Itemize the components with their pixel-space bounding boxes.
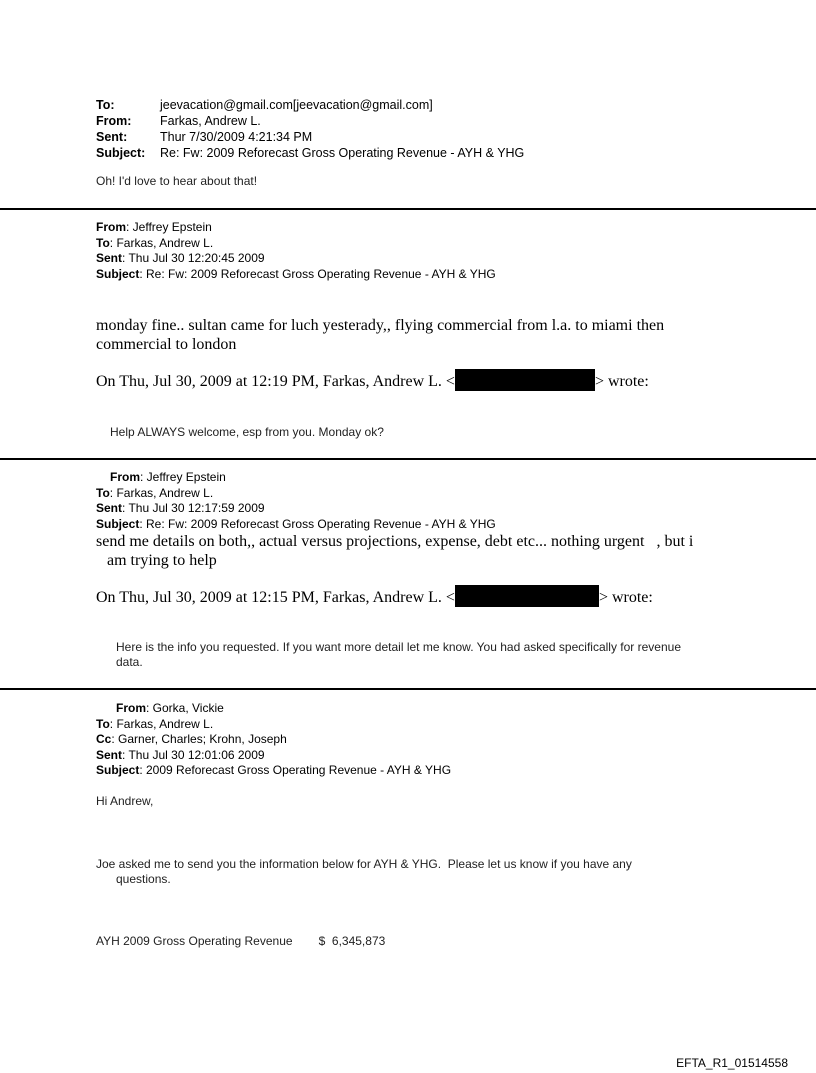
msg2-body-line2: commercial to london [96, 336, 237, 353]
message-3-quote-header [96, 588, 653, 607]
to-label: To: [96, 98, 115, 112]
msg4-body-line1: Joe asked me to send you the information below for AYH & YHG. Please let us know if you have any [96, 857, 632, 871]
message-2-quoted-text: Help ALWAYS welcome, esp from you. Monday ok? [110, 425, 384, 439]
revenue-value: $ 6,345,873 [318, 934, 386, 948]
message-3-quoted-text [116, 640, 681, 670]
sent-label: Sent: [96, 130, 128, 144]
reply-body: Oh! I'd love to hear about that! [96, 174, 258, 188]
subject-value: Re: Fw: 2009 Reforecast Gross Operating Revenue - AYH & YHG [160, 146, 525, 160]
msg2-to: To: Farkas, Andrew L. [96, 235, 214, 250]
message-4-header [96, 701, 451, 779]
message-4-greeting: Hi Andrew, [96, 794, 154, 808]
sent-value: Thur 7/30/2009 4:21:34 PM [160, 130, 313, 144]
msg3-body-line2: am trying to help [107, 552, 217, 569]
header-to-row [96, 97, 524, 113]
from-label: From: [96, 114, 132, 128]
msg2-quote-post: > wrote: [594, 373, 649, 390]
msg4-from: From: Gorka, Vickie [116, 701, 224, 715]
msg3-sent: Sent: Thu Jul 30 12:17:59 2009 [96, 501, 265, 515]
message-2-header [96, 220, 496, 282]
subject-label: Subject: [96, 146, 146, 160]
msg3-to: To: Farkas, Andrew L. [96, 485, 214, 500]
message-3-header [96, 470, 496, 532]
document-id: EFTA_R1_01514558 [676, 1056, 788, 1070]
message-3-body [96, 532, 693, 570]
msg2-quote-pre: On Thu, Jul 30, 2009 at 12:19 PM, Farkas, Andrew L. < [96, 373, 455, 390]
msg4-body-line2: questions. [116, 872, 171, 886]
msg2-subject: Subject: Re: Fw: 2009 Reforecast Gross Operating Revenue - AYH & YHG [96, 266, 496, 281]
msg4-sent: Sent: Thu Jul 30 12:01:06 2009 [96, 747, 265, 762]
msg4-to: To: Farkas, Andrew L. [96, 716, 214, 731]
redaction-box [455, 585, 599, 607]
header-sent-row [96, 129, 524, 145]
msg4-subject: Subject: 2009 Reforecast Gross Operating Revenue - AYH & YHG [96, 763, 452, 777]
from-value: Farkas, Andrew L. [160, 114, 261, 128]
revenue-label: AYH 2009 Gross Operating Revenue [96, 934, 293, 948]
msg3-quoted-line2: data. [116, 655, 143, 669]
to-value: jeevacation@gmail.com[jeevacation@gmail.com] [160, 98, 433, 112]
email-header [96, 97, 524, 161]
redaction-box [455, 369, 595, 391]
header-subject-row [96, 145, 524, 161]
msg2-from: From: Jeffrey Epstein [96, 220, 212, 234]
msg3-quoted-line1: Here is the info you requested. If you want more detail let me know. You had asked specifically for revenue [116, 640, 681, 654]
msg3-quote-post: > wrote: [598, 589, 653, 606]
msg3-quote-pre: On Thu, Jul 30, 2009 at 12:15 PM, Farkas, Andrew L. < [96, 589, 455, 606]
msg3-from: From: Jeffrey Epstein [110, 470, 226, 484]
message-divider [0, 208, 816, 210]
message-divider [0, 458, 816, 460]
revenue-row [96, 934, 385, 948]
message-2-quote-header [96, 372, 649, 391]
msg4-cc: Cc: Garner, Charles; Krohn, Joseph [96, 732, 287, 746]
msg3-body-line1: send me details on both,, actual versus projections, expense, debt etc... nothing urgent , but i [96, 533, 694, 550]
msg2-sent: Sent: Thu Jul 30 12:20:45 2009 [96, 251, 265, 265]
msg2-body-line1: monday fine.. sultan came for luch yesterady,, flying commercial from l.a. to miami then [96, 317, 665, 334]
message-divider [0, 688, 816, 690]
msg3-subject: Subject: Re: Fw: 2009 Reforecast Gross Operating Revenue - AYH & YHG [96, 516, 496, 531]
header-from-row [96, 113, 524, 129]
message-2-body [96, 316, 664, 354]
message-4-body [96, 857, 632, 887]
